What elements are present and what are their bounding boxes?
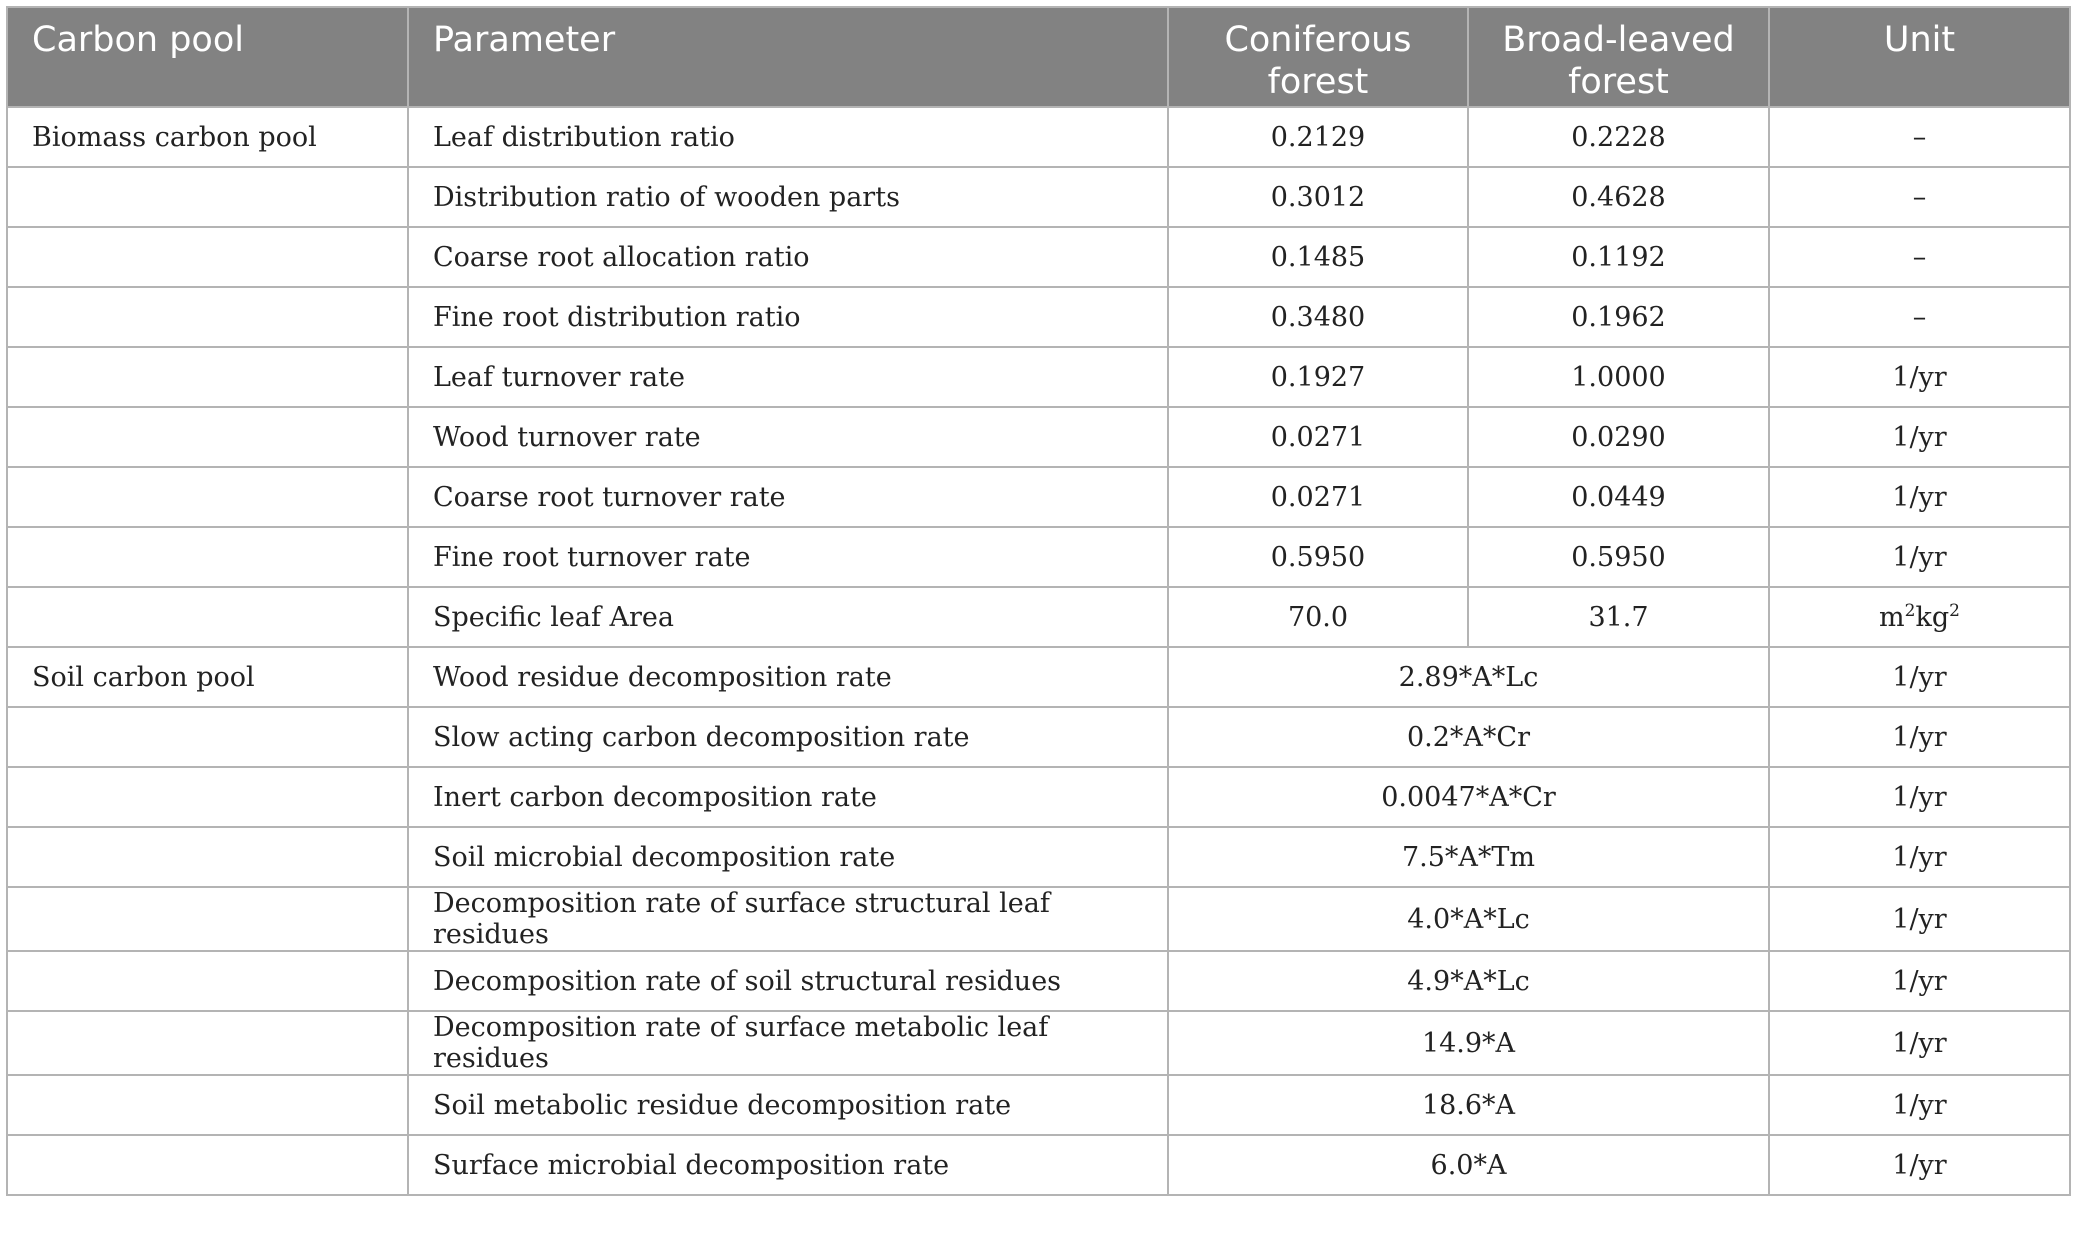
parameter-cell: Soil metabolic residue decomposition rate [408, 1075, 1168, 1135]
carbon-pool-cell [7, 827, 408, 887]
carbon-pool-cell [7, 167, 408, 227]
header-broad-leaved-forest: Broad-leaved forest [1468, 7, 1769, 107]
header-row [7, 7, 2070, 107]
table-row [7, 107, 2070, 167]
unit-cell: 1/yr [1769, 1011, 2070, 1075]
broadleaved-value-cell: 0.0449 [1468, 467, 1769, 527]
unit-cell: 1/yr [1769, 467, 2070, 527]
unit-cell: – [1769, 167, 2070, 227]
value-cell-merged: 4.0*A*Lc [1168, 887, 1769, 951]
table-row [7, 167, 2070, 227]
table-row [7, 951, 2070, 1011]
table-container [6, 6, 2071, 1196]
coniferous-value-cell: 0.5950 [1168, 527, 1468, 587]
parameter-table [6, 6, 2071, 1196]
carbon-pool-cell [7, 707, 408, 767]
parameter-cell: Wood residue decomposition rate [408, 647, 1168, 707]
parameter-cell: Decomposition rate of surface metabolic leaf residues [408, 1011, 1168, 1075]
unit-cell: 1/yr [1769, 647, 2070, 707]
parameter-cell: Wood turnover rate [408, 407, 1168, 467]
broadleaved-value-cell: 0.0290 [1468, 407, 1769, 467]
coniferous-value-cell: 0.0271 [1168, 407, 1468, 467]
table-row [7, 527, 2070, 587]
value-cell-merged: 2.89*A*Lc [1168, 647, 1769, 707]
carbon-pool-cell [7, 227, 408, 287]
carbon-pool-cell [7, 587, 408, 647]
coniferous-value-cell: 0.0271 [1168, 467, 1468, 527]
parameter-cell: Leaf turnover rate [408, 347, 1168, 407]
carbon-pool-cell [7, 347, 408, 407]
broadleaved-value-cell: 31.7 [1468, 587, 1769, 647]
broadleaved-value-cell: 0.4628 [1468, 167, 1769, 227]
header-parameter: Parameter [408, 7, 1168, 107]
value-cell-merged: 4.9*A*Lc [1168, 951, 1769, 1011]
coniferous-value-cell: 0.3012 [1168, 167, 1468, 227]
carbon-pool-cell [7, 287, 408, 347]
unit-cell: – [1769, 227, 2070, 287]
unit-cell: 1/yr [1769, 407, 2070, 467]
table-row [7, 287, 2070, 347]
parameter-cell: Slow acting carbon decomposition rate [408, 707, 1168, 767]
parameter-cell: Soil microbial decomposition rate [408, 827, 1168, 887]
header-carbon-pool: Carbon pool [7, 7, 408, 107]
unit-cell: 1/yr [1769, 1135, 2070, 1195]
table-header [7, 7, 2070, 107]
parameter-cell: Specific leaf Area [408, 587, 1168, 647]
table-row [7, 467, 2070, 527]
coniferous-value-cell: 0.3480 [1168, 287, 1468, 347]
carbon-pool-cell [7, 951, 408, 1011]
unit-symbol: m [1879, 601, 1905, 633]
unit-cell: – [1769, 107, 2070, 167]
table-row [7, 827, 2070, 887]
coniferous-value-cell: 70.0 [1168, 587, 1468, 647]
table-row [7, 647, 2070, 707]
parameter-cell: Coarse root turnover rate [408, 467, 1168, 527]
broadleaved-value-cell: 1.0000 [1468, 347, 1769, 407]
header-coniferous-forest: Coniferous forest [1168, 7, 1468, 107]
table-row [7, 767, 2070, 827]
table-row [7, 1075, 2070, 1135]
carbon-pool-cell [7, 767, 408, 827]
unit-exponent: 2 [1949, 600, 1960, 621]
unit-cell [1769, 587, 2070, 647]
unit-cell: – [1769, 287, 2070, 347]
carbon-pool-cell [7, 407, 408, 467]
unit-cell: 1/yr [1769, 951, 2070, 1011]
broadleaved-value-cell: 0.1192 [1468, 227, 1769, 287]
parameter-cell: Coarse root allocation ratio [408, 227, 1168, 287]
unit-cell: 1/yr [1769, 887, 2070, 951]
value-cell-merged: 14.9*A [1168, 1011, 1769, 1075]
unit-cell: 1/yr [1769, 1075, 2070, 1135]
table-row [7, 227, 2070, 287]
coniferous-value-cell: 0.1927 [1168, 347, 1468, 407]
table-row [7, 887, 2070, 951]
unit-cell: 1/yr [1769, 707, 2070, 767]
table-row [7, 1011, 2070, 1075]
table-row [7, 407, 2070, 467]
table-row [7, 347, 2070, 407]
parameter-cell: Inert carbon decomposition rate [408, 767, 1168, 827]
value-cell-merged: 0.0047*A*Cr [1168, 767, 1769, 827]
unit-cell: 1/yr [1769, 347, 2070, 407]
carbon-pool-cell [7, 467, 408, 527]
unit-cell: 1/yr [1769, 827, 2070, 887]
broadleaved-value-cell: 0.1962 [1468, 287, 1769, 347]
carbon-pool-cell [7, 1135, 408, 1195]
parameter-cell: Fine root turnover rate [408, 527, 1168, 587]
carbon-pool-cell: Soil carbon pool [7, 647, 408, 707]
table-row [7, 707, 2070, 767]
header-unit: Unit [1769, 7, 2070, 107]
carbon-pool-cell: Biomass carbon pool [7, 107, 408, 167]
parameter-cell: Leaf distribution ratio [408, 107, 1168, 167]
coniferous-value-cell: 0.2129 [1168, 107, 1468, 167]
parameter-cell: Surface microbial decomposition rate [408, 1135, 1168, 1195]
table-row [7, 587, 2070, 647]
parameter-cell: Distribution ratio of wooden parts [408, 167, 1168, 227]
carbon-pool-cell [7, 527, 408, 587]
unit-exponent: 2 [1904, 600, 1916, 621]
parameter-cell: Fine root distribution ratio [408, 287, 1168, 347]
unit-cell: 1/yr [1769, 767, 2070, 827]
value-cell-merged: 0.2*A*Cr [1168, 707, 1769, 767]
carbon-pool-cell [7, 887, 408, 951]
coniferous-value-cell: 0.1485 [1168, 227, 1468, 287]
broadleaved-value-cell: 0.2228 [1468, 107, 1769, 167]
table-row [7, 1135, 2070, 1195]
carbon-pool-cell [7, 1011, 408, 1075]
parameter-cell: Decomposition rate of soil structural residues [408, 951, 1168, 1011]
value-cell-merged: 18.6*A [1168, 1075, 1769, 1135]
broadleaved-value-cell: 0.5950 [1468, 527, 1769, 587]
carbon-pool-cell [7, 1075, 408, 1135]
parameter-cell: Decomposition rate of surface structural leaf residues [408, 887, 1168, 951]
value-cell-merged: 7.5*A*Tm [1168, 827, 1769, 887]
table-body [7, 107, 2070, 1195]
value-cell-merged: 6.0*A [1168, 1135, 1769, 1195]
unit-cell: 1/yr [1769, 527, 2070, 587]
unit-symbol: kg [1915, 601, 1950, 633]
